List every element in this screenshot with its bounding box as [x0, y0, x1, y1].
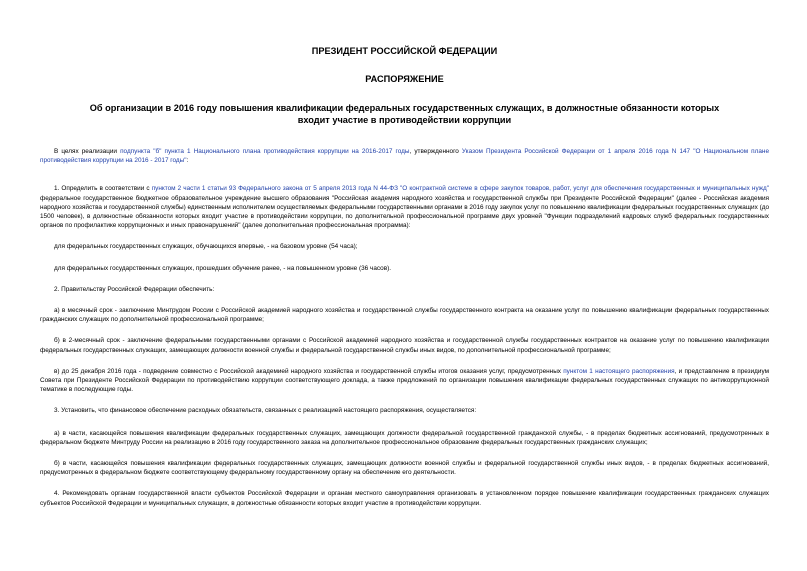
- preamble-text-3: :: [186, 157, 189, 165]
- link-presidential-decree-147[interactable]: Указом Президента Российской Федерации от 1 апреля 2016 года N 147 "О Национальном плане противодействия коррупции на 2016 - 2017 годы": [40, 148, 769, 165]
- clause-1-text-2: федеральное государственное бюджетное образовательное учреждение высшего образования "Российская академия народного хозяйства и государственной службы при Президенте Российской Федерации" (далее - Российская академия народного хозяйства и государственной службы) единственным исполнителем осуществляемых федеральными государственными органами в 2016 году закупок услуг по повышению квалификации федеральных государственных служащих (до 1500 человек), в должностные обязанности которых входит участие в противодействии коррупции, по дополнительной профессиональной программе двух уровней "Функции подразделений кадровых служб федеральных государственных органов по профилактике коррупционных и иных правонарушений" (далее дополнительная профессиональная программа):: [40, 194, 770, 230]
- link-clause-1-this-order[interactable]: пунктом 1 настоящего распоряжения: [563, 367, 675, 375]
- clause-1-text-1: 1. Определить в соответствии с: [54, 185, 152, 193]
- clause-2-paragraph: 2. Правительству Российской Федерации обеспечить:: [54, 285, 215, 293]
- clause-3a-paragraph: а) в части, касающейся повышения квалификации федеральных государственных служащих, замещающих должности федеральной государственной гражданской службы, - в пределах бюджетных ассигнований, предусмотренных в федеральном бюджете Минтруду России на реализацию в 2016 году государственного заказа на дополнительное профессиональное образование федеральных государственных гражданских служащих;: [40, 429, 769, 446]
- clause-4-paragraph: 4. Рекомендовать органам государственной власти субъектов Российской Федерации и органам местного самоуправления организовать в установленном порядке повышение квалификации государственных гражданских служащих субъектов Российской Федерации и муниципальных служащих, в должностные обязанности которых входит участие в противодействии коррупции.: [40, 490, 769, 507]
- clause-1-basic-level: для федеральных государственных служащих, обучающихся впервые, - на базовом уровне (54 часа);: [54, 243, 358, 251]
- issuer-heading: ПРЕЗИДЕНТ РОССИЙСКОЙ ФЕДЕРАЦИИ: [311, 46, 498, 56]
- clause-1-advanced-level: для федеральных государственных служащих, прошедших обучение ранее, - на повышенном уровне (36 часов).: [54, 264, 391, 272]
- preamble-paragraph: [40, 147, 769, 165]
- document-title: Об организации в 2016 году повышения квалификации федеральных государственных служащих, в должностные обязанности которых входит участие в противодействии коррупции: [89, 103, 720, 125]
- link-federal-law-44fz[interactable]: пунктом 2 части 1 статьи 93 Федерального закона от 5 апреля 2013 года N 44-ФЗ "О контрактной системе в сфере закупок товаров, работ, услуг для обеспечения государственных и муниципальных нужд": [151, 185, 769, 193]
- clause-3b-paragraph: б) в части, касающейся повышения квалификации федеральных государственных служащих, замещающих должности военной службы и федеральной государственной службы иных видов, - в пределах бюджетных ассигнований, предусмотренных в федеральном бюджете соответствующему федеральному государственному органу на обеспечение его деятельности.: [40, 460, 769, 477]
- document-type-heading: РАСПОРЯЖЕНИЕ: [365, 74, 444, 84]
- clause-2b-paragraph: б) в 2-месячный срок - заключение федеральными государственными органами с Российской академией народного хозяйства и государственной службы государственных контрактов на оказание услуг по повышению квалификации федеральных государственных служащих, замещающих должности военной службы и федеральной государственной службы иных видов, по дополнительной профессиональной программе;: [40, 337, 769, 354]
- clause-3-paragraph: 3. Установить, что финансовое обеспечение расходных обязательств, связанных с реализацией настоящего распоряжения, осуществляется:: [54, 407, 477, 415]
- clause-2v-text-1: в) до 25 декабря 2016 года - подведение совместно с Российской академией народного хозяйства и государственной службы итогов оказания услуг, предусмотренных: [54, 367, 564, 375]
- link-national-plan-subclause[interactable]: подпункта "б" пункта 1 Национального плана противодействия коррупции на 2016-2017 годы: [120, 148, 410, 155]
- clause-2v-paragraph: [40, 367, 769, 395]
- clause-2v-text-2: , и представление в президиум Совета при Президенте Российской Федерации по противодействию коррупции соответствующего доклада, а также предложений по организации повышения квалификации федеральных государственных служащих по антикоррупционной тематике в последующие годы.: [40, 367, 769, 394]
- preamble-text-1: В целях реализации: [54, 148, 121, 155]
- preamble-text-2: , утвержденного: [409, 148, 462, 155]
- clause-1-paragraph: [40, 184, 769, 230]
- clause-2a-paragraph: а) в месячный срок - заключение Минтрудом России с Российской академией народного хозяйства и государственной службы государственного контракта на оказание услуг по повышению квалификации федеральных государственных гражданских служащих по дополнительной профессиональной программе;: [40, 307, 769, 324]
